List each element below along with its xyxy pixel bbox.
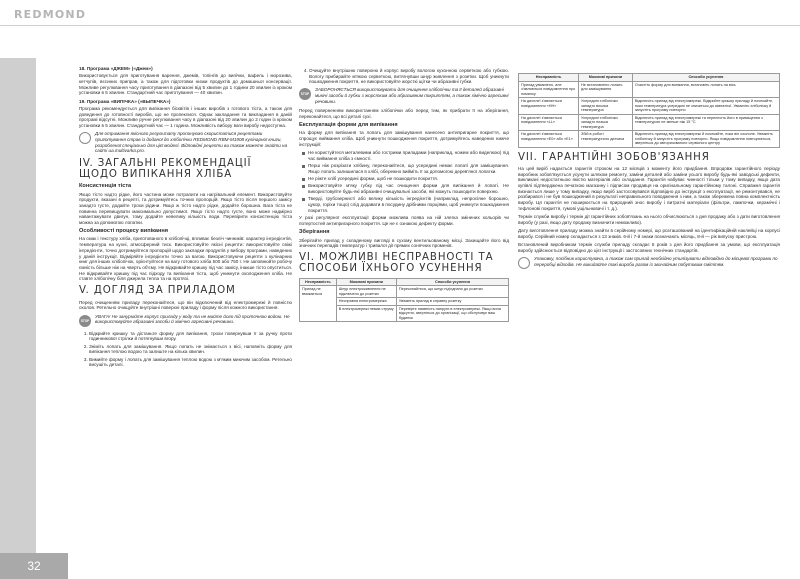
table-header: Можливі причини xyxy=(579,74,633,82)
table-cell: На дисплеї з'являється повідомлення «Е0» або «Е1» xyxy=(519,131,579,148)
section-7-title: VII. ГАРАНТІЙНІ ЗОБОВ'ЯЗАННЯ xyxy=(518,151,710,163)
care-warning xyxy=(79,314,292,327)
table-row xyxy=(519,81,780,98)
form-intro: На форму для випікання та лопать для замішування нанесено антипригарне покриття, що спрощує виймання хліба. Щоб уникнути пошкодження покриття, дотримуйтесь наведених нижче інструкцій: xyxy=(299,130,509,147)
list-item: Не ріжте хліб усередині форми, щоб не пошкодити покриття. xyxy=(308,176,509,182)
table-header-row xyxy=(300,278,509,286)
table-header: Способи усунення xyxy=(632,74,779,82)
program-18-title: 18. Програма «ДЖЕМ» («Джем») xyxy=(79,66,153,71)
section-4-title: IV. ЗАГАЛЬНІ РЕКОМЕНДАЦІЇ ЩОДО ВИПІКАННЯ ХЛІБА xyxy=(79,158,252,181)
list-item: Перш ніж розрізати хлібину, переконайтеся, що усередині немає лопаті для замішування. Якщо лопать залишилася в хлібі, обережно вийміть її за допомогою дерев'яної лопатки. xyxy=(308,163,509,174)
table-cell: Усередині хлібопічки занадто низька температура xyxy=(579,114,633,131)
baking-text: На смак і текстуру хліба, приготованого в хлібопічці, впливає безліч чинників: характер інгредієнтів, температура на кухні, атмосферний тиск. Використовуйте якісні рецепти: використовуйте свіжі інгредієнти, точно дотримуйтеся пропорцій щодо закладки продуктів у вибору програми, наведених у даній інструкції. Відміряйте інгредієнти точно за вагою. Використовуючи рецепти з кулінарних книг для інших хлібопічок, орієнтуйтеся на вагу готового хліба 500 або 750 г. Не заповнюйте робочу ємність більше ніж на чверть об'єму. Не відкривайте кришку під час замісу, інакше тісто опуститься. Не відкривайте кришку під час підходу та випікання тіста, щоб уникнути охолодження хліба. Не ставте хлібопічку біля джерела тепла та на протязі. xyxy=(79,236,292,282)
header-rule xyxy=(0,25,800,26)
form-outro: У разі регулярної експлуатації форми можлива поява на ній злегка змінених кольорів чи потертостей антипригарного покриття. Це не є ознакою дефекту форми. xyxy=(299,215,509,227)
table-cell: Збій в роботі температурного датчика xyxy=(579,131,633,148)
program-19-title: 19. Програма «ВИПІЧКА» («ВЫПЕЧКА») xyxy=(79,98,171,104)
section-6-title: VI. МОЖЛИВІ НЕСПРАВНОСТІ ТА СПОСОБИ ЇХНЬОГО УСУНЕННЯ xyxy=(299,251,494,275)
warranty-paragraph-3: Дату виготовлення приладу можна знайти в серійному номері, що розташований на ідентифікаційній наклейці на корпусі виробу. Серійний номер складається з 13 знаків. 6-й і 7-й знаки позначають місяць, 8-й — рік випуску пристрою. xyxy=(518,228,780,239)
care-steps-continued xyxy=(299,68,509,85)
care-intro: Перед очищенням приладу переконайтеся, що він відключений від електромережі й повністю охолов. Ретельно очищуйте внутрішні поверхні приладу і форму після кожного використання. xyxy=(79,299,292,311)
storage-title: Зберігання xyxy=(299,228,330,235)
table-cell: Прилад увімкнено, але з'являються повідомлення про помилку xyxy=(519,81,579,98)
before-use-text: Перед поверненням використанням хлібопічки або перед тим, як прибрати її на зберігання, переконайтеся, що всі деталі сухі. xyxy=(299,108,509,119)
page-number: 32 xyxy=(0,553,68,579)
table-cell: Увімкніть прилад в справну розетку xyxy=(396,298,508,306)
list-item: 4. Очищуйте внутрішню поверхню й корпус виробу вологою кухонною серветкою або губкою. Вологу прибирайте м'якою серветкою, витягнувши шнур живлення з розетки. Щоб уникнути пошкодження покриття, не використовуйте жорсткі щітки чи абразивні губки. xyxy=(309,68,509,85)
warranty-paragraph-1: На цей виріб надається гарантія строком на 12 місяців з моменту його придбання. Впродовж гарантійного періоду виробник зобов'язується усунути шляхом ремонту, заміни деталей або заміни усього виробу будь-які заводські дефекти, викликані недостатньою якістю матеріалів або складання. Гарантія набуває чинності тільки у тому випадку, якщо дата купівлі підтверджена печаткою магазину і підписом продавця на оригінальному гарантійному талоні. Справжня гарантія визнається лише у тому випадку, якщо виріб застосовувався відповідно до інструкції з експлуатації, не ремонтувався, не розбирався і не був пошкоджений в результаті неправильного поводження з ним, а також збережена повна комплектність виробу. Ця гарантія не поширюється на природний знос виробу і витратні матеріали (фільтри, лампочки, керамічні і тефлонові покриття, гумові ущільнювачі і т. д.). xyxy=(518,165,780,211)
book-icon xyxy=(79,132,91,144)
program-18-text: Використовується для приготування варення, джемів, топінгів до випічки, вафель і морозива, кетчупів, вєсиних приправ, а також для підготовки низки продуктів до домашньої консервації. Можливе регулювання часу приготування в діапазоні від 5 хвилин до 1 години 20 хвилин із кроком установки в 5 хвилин. Стандартний час приготування — 40 хвилин. xyxy=(79,73,292,96)
column-3 xyxy=(518,72,780,273)
storage-text: Зберігайте прилад у складеному вигляді в сухому вентильованому місці. Захищайте його від значних перепадів температур і тривалої дії прямих сонячних променів. xyxy=(299,237,509,249)
troubleshooting-table xyxy=(299,278,509,323)
table-cell: Відключіть прилад від електромережі. Відкрийте кришку приладу й почекайте, поки температура усередині не знизиться до кімнатної. Увімкніть хлібопічку й запустіть програму повторно xyxy=(632,98,779,115)
care-warning-text: УВАГА! Не занурюйте корпус приладу у воду та не мийте його під проточною водою. Не використовуйте абразивні засоби й хімічно агресивні речовини. xyxy=(95,313,290,325)
recipe-note xyxy=(79,131,292,154)
table-cell: Відключіть прилад від електромережі й почекайте, поки він охолоне. Увімкніть хлібопічку й запустіть програму повторно. Якщо повідомлення повторюється, зверніться до авторизованого сервісного центру xyxy=(632,131,779,148)
table-cell: Шнур електроживлення не підключено до розетки xyxy=(336,286,396,298)
stop-icon: STOP xyxy=(79,315,91,327)
program-19-text: Програма рекомендується для випікання бісквітів і інших виробів з готового тіста, а також для доведення до готовності виробів, що не пропеклися. Однак закладання та викладання в даній програмі відсутні. Можливе ручне регулювання часу в діапазоні від 20 хвилин до 2 годин із кроком установки в 5 хвилин. Стандартний час — 1 година. Можливість вибору ваги виробу недоступна. xyxy=(79,105,292,128)
list-item: Не користуйтеся металевими або гострими приладами (наприклад, ножем або виделкою) під час виймання хліба з ємності. xyxy=(308,150,509,161)
brand-logo: REDMOND xyxy=(14,8,87,21)
form-rules xyxy=(299,150,509,213)
baking-title: Особливості процесу випікання xyxy=(79,227,169,234)
table-header: Несправність xyxy=(300,278,337,286)
list-item: 3. Вимийте форму і лопать для замішування теплою водою з м'яким миючим засобом. Ретельно висушіть деталі. xyxy=(89,357,292,368)
list-item: 2. Зніміть лопать для замішування. Якщо лопать не знімається з вісі, наповніть форму для випікання теплою водою та залиште на кілька хвилин. xyxy=(89,344,292,355)
troubleshooting-table-continued xyxy=(518,73,780,148)
table-row xyxy=(519,98,780,115)
column-1 xyxy=(79,66,292,370)
warranty-paragraph-4: Встановлений виробником термін служби приладу складає 5 років з дня його придбання за умови, що експлуатація виробу здійснюється відповідно до цієї інструкції і застосовних технічних стандартів. xyxy=(518,242,780,253)
table-cell: Перевірте наявність напруги в електромережі. Якщо вона відсутня, зверніться до організації, що обслуговує ваш будинок xyxy=(396,305,508,322)
table-cell: Усередині хлібопічки занадто висока температура xyxy=(579,98,633,115)
stop-warning-text: ЗАБОРОНЯЄТЬСЯ використовувати для очищення хлібопічки та її деталей абразивні миючі засоби й губки з жорстким або абразивним покриттям, а також хімічно агресивні речовини. xyxy=(315,87,509,104)
dough-text: Якщо тісто надто рідке, його частина може потрапити на нагрівальний елемент. Використовуйте продукти, вказані в рецепті, та дотримуйтесь точних пропорцій. Якщо тісто після першого замісу занадто густе, додайте трохи рідини. Якщо ж тісто надто рідке, додайте борошна. Вага тіста не повинна перевищувати максимально допустимої. Якщо тісто надто густе, воно може надмірно навантажувати двигун, тому додайте невелику кількість води. Перевірити консистенцію тіста можна за допомогою лопатки. xyxy=(79,191,292,226)
table-cell: Не встановлено лопать для замішування xyxy=(579,81,633,98)
table-cell: Переконайтеся, що шнур під'єднано до розетки xyxy=(396,286,508,298)
recipe-note-text: Для отримання якісного результату пропонуємо скористатися рецептами приготування страв із доданої до хлібопічки REDMOND RBM-M1908 кулінарної книги, розробленої спеціально для цієї моделі. Відповідні рецепти ви також можете знайти на сайті ua.multivarka.pro. xyxy=(95,131,288,154)
table-cell: Несправна електромережа xyxy=(336,298,396,306)
form-title: Експлуатація форми для випікання xyxy=(299,121,398,128)
list-item: Використовуйте м'яку губку під час очищення форми для випікання й лопаті. Не використовуйте будь-які абразивні очищувальні засоби, які можуть пошкодити поверхню. xyxy=(308,183,509,195)
table-cell: На дисплеї з'являється повідомлення «LL» xyxy=(519,114,579,131)
section-5-title: V. ДОГЛЯД ЗА ПРИЛАДОМ xyxy=(79,285,236,297)
table-header-row xyxy=(519,74,780,82)
table-header: Можливі причини xyxy=(336,278,396,286)
table-header: Способи усунення xyxy=(396,278,508,286)
recycle-icon xyxy=(518,257,530,269)
table-row xyxy=(519,131,780,148)
table-cell: Відключіть прилад від електромережі та перенесіть його в приміщення з температурою не менше ніж 15 °С xyxy=(632,114,779,131)
list-item: Тверді, грубозернисті або велику кількість інгредієнтів (наприклад, непросіяне борошно, цукор, горіхи тощо) слід додавати в посудину дрібними порціями, щоб уникнути пошкодження покриття. xyxy=(308,196,509,213)
table-row xyxy=(300,286,509,298)
stop-icon: STOP xyxy=(299,88,311,100)
table-header: Несправність xyxy=(519,74,579,82)
list-item: 1. Відкрийте кришку та дістаньте форму для випікання, трохи повернувши її за ручку проти годинникової стрілки й потягнувши вгору. xyxy=(89,331,292,342)
warranty-paragraph-2: Термін служби виробу і термін дії гарантійних зобов'язань на нього обчислюються з дня продажу або з дати виготовлення виробу (у разі, якщо дату продажу визначити неможливо). xyxy=(518,214,780,225)
recycle-note xyxy=(518,256,780,269)
side-tab xyxy=(0,58,36,579)
table-cell: Очистіть форму для випікання, встановіть лопать на вісь xyxy=(632,81,779,98)
dough-title: Консистенція тіста xyxy=(79,182,132,189)
care-steps xyxy=(79,331,292,368)
recycle-note-text: Упаковку, посібник користувача, а також сам прилад необхідно утилізувати відповідно до місцевої програми по переробці відходів. Не викидайте такі вироби разом із звичайним побутовим сміттям. xyxy=(534,256,778,267)
stop-warning xyxy=(299,87,509,104)
table-row xyxy=(519,114,780,131)
table-cell: На дисплеї з'являється повідомлення «НН» xyxy=(519,98,579,115)
table-cell: Прилад не вмикається xyxy=(300,286,337,322)
table-cell: В електромережі немає струму xyxy=(336,305,396,322)
column-2 xyxy=(299,68,509,326)
